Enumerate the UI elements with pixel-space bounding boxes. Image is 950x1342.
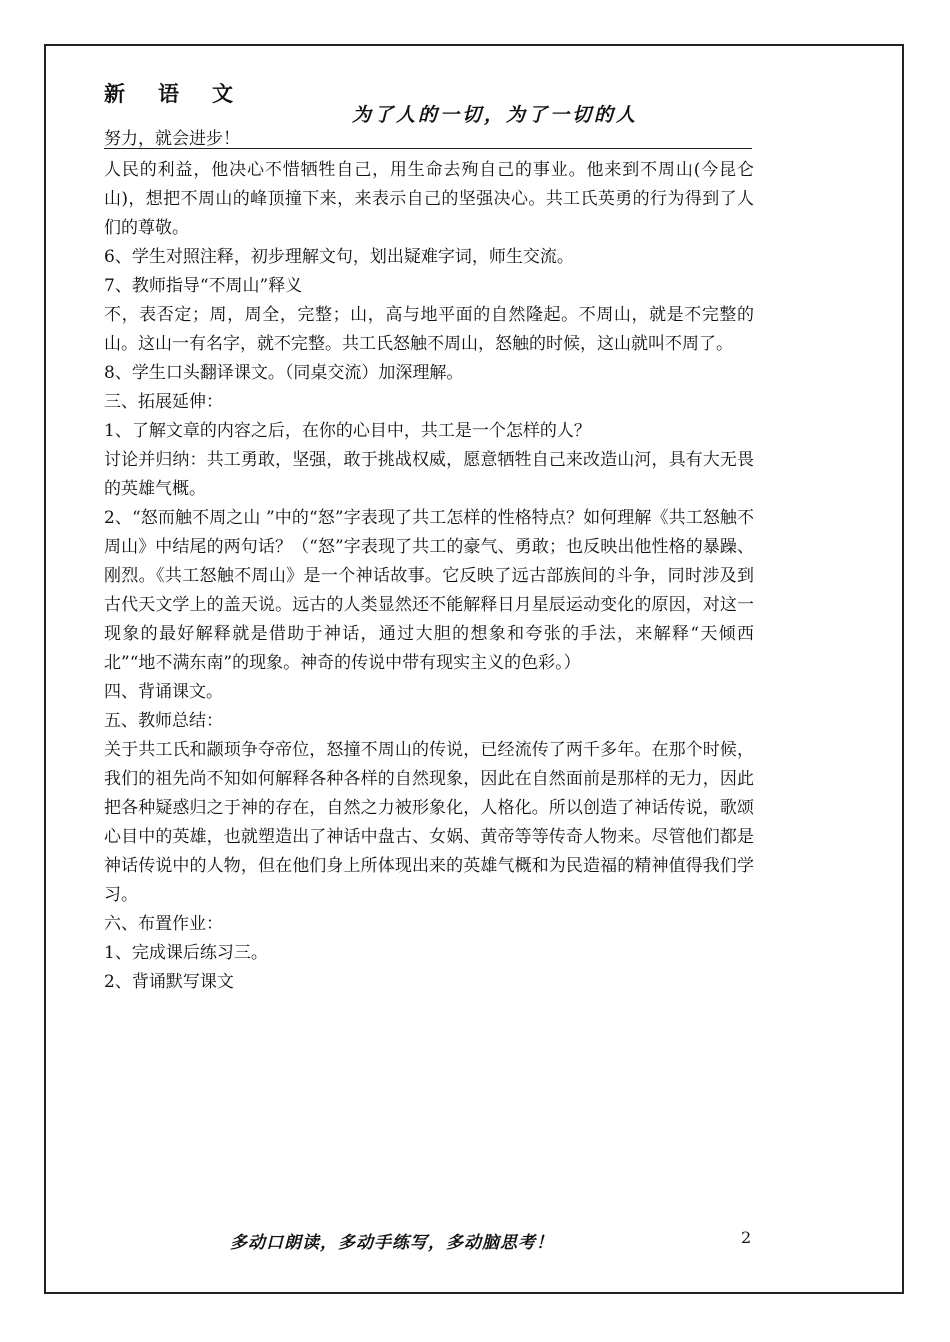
header-divider	[104, 148, 752, 149]
paragraph: 不，表否定；周，周全，完整；山，高与地平面的自然隆起。不周山，就是不完整的山。这山一有名字，就不完整。共工氏怒触不周山，怒触的时候，这山就叫不周了。	[104, 305, 754, 354]
paragraph: 关于共工氏和颛顼争夺帝位，怒撞不周山的传说，已经流传了两千多年。在那个时候，我们的祖先尚不知如何解释各种各样的自然现象，因此在自然面前是那样的无力，因此把各种疑惑归之于神的存在，自然之力被形象化，人格化。所以创造了神话传说，歌颂心目中的英雄，也就塑造出了神话中盘古、女娲、黄帝等等传奇人物来。尽管他们都是神话传说中的人物，但在他们身上所体现出来的英雄气概和为民造福的精神值得我们学习。	[104, 740, 754, 905]
paragraph: 8、学生口头翻译课文。（同桌交流）加深理解。	[104, 363, 464, 383]
footer-slogan: 多动口朗读，多动手练写，多动脑思考！	[230, 1233, 554, 1253]
section-heading: 五、教师总结：	[104, 711, 223, 731]
paragraph: 讨论并归纳：共工勇敢，坚强，敢于挑战权威，愿意牺牲自己来改造山河，具有大无畏的英雄气概。	[104, 450, 754, 499]
header-slogan: 为了人的一切，为了一切的人	[352, 104, 639, 126]
header-motto: 努力，就会进步！	[104, 129, 240, 149]
page-number: 2	[741, 1228, 752, 1247]
paragraph: 6、学生对照注释，初步理解文句，划出疑难字词，师生交流。	[104, 247, 574, 267]
paragraph: 1、了解文章的内容之后，在你的心目中，共工是一个怎样的人？	[104, 421, 591, 441]
paragraph: 1、完成课后练习三。	[104, 943, 268, 963]
section-heading: 三、拓展延伸：	[104, 392, 223, 412]
section-heading: 四、背诵课文。	[104, 682, 223, 702]
paragraph: 7、教师指导“不周山”释义	[104, 276, 303, 296]
paragraph: 2、背诵默写课文	[104, 972, 234, 992]
paragraph: 2、“怒而触不周之山 ”中的“怒”字表现了共工怎样的性格特点？如何理解《共工怒触不周山》中结尾的两句话？（“怒”字表现了共工的豪气、勇敢；也反映出他性格的暴躁、刚烈。《共工怒触不周山》是一个神话故事。它反映了远古部族间的斗争，同时涉及到古代天文学上的盖天说。远古的人类显然还不能解释日月星辰运动变化的原因，对这一现象的最好解释就是借助于神话，通过大胆的想象和夸张的手法，来解释“天倾西北”“地不满东南”的现象。神奇的传说中带有现实主义的色彩。）	[104, 508, 754, 673]
section-heading: 六、布置作业：	[104, 914, 223, 934]
document-body	[104, 156, 754, 997]
header-title: 新语文	[104, 82, 266, 106]
paragraph: 人民的利益，他决心不惜牺牲自己，用生命去殉自己的事业。他来到不周山(今昆仑山)，想把不周山的峰顶撞下来，来表示自己的坚强决心。共工氏英勇的行为得到了人们的尊敬。	[104, 160, 754, 238]
